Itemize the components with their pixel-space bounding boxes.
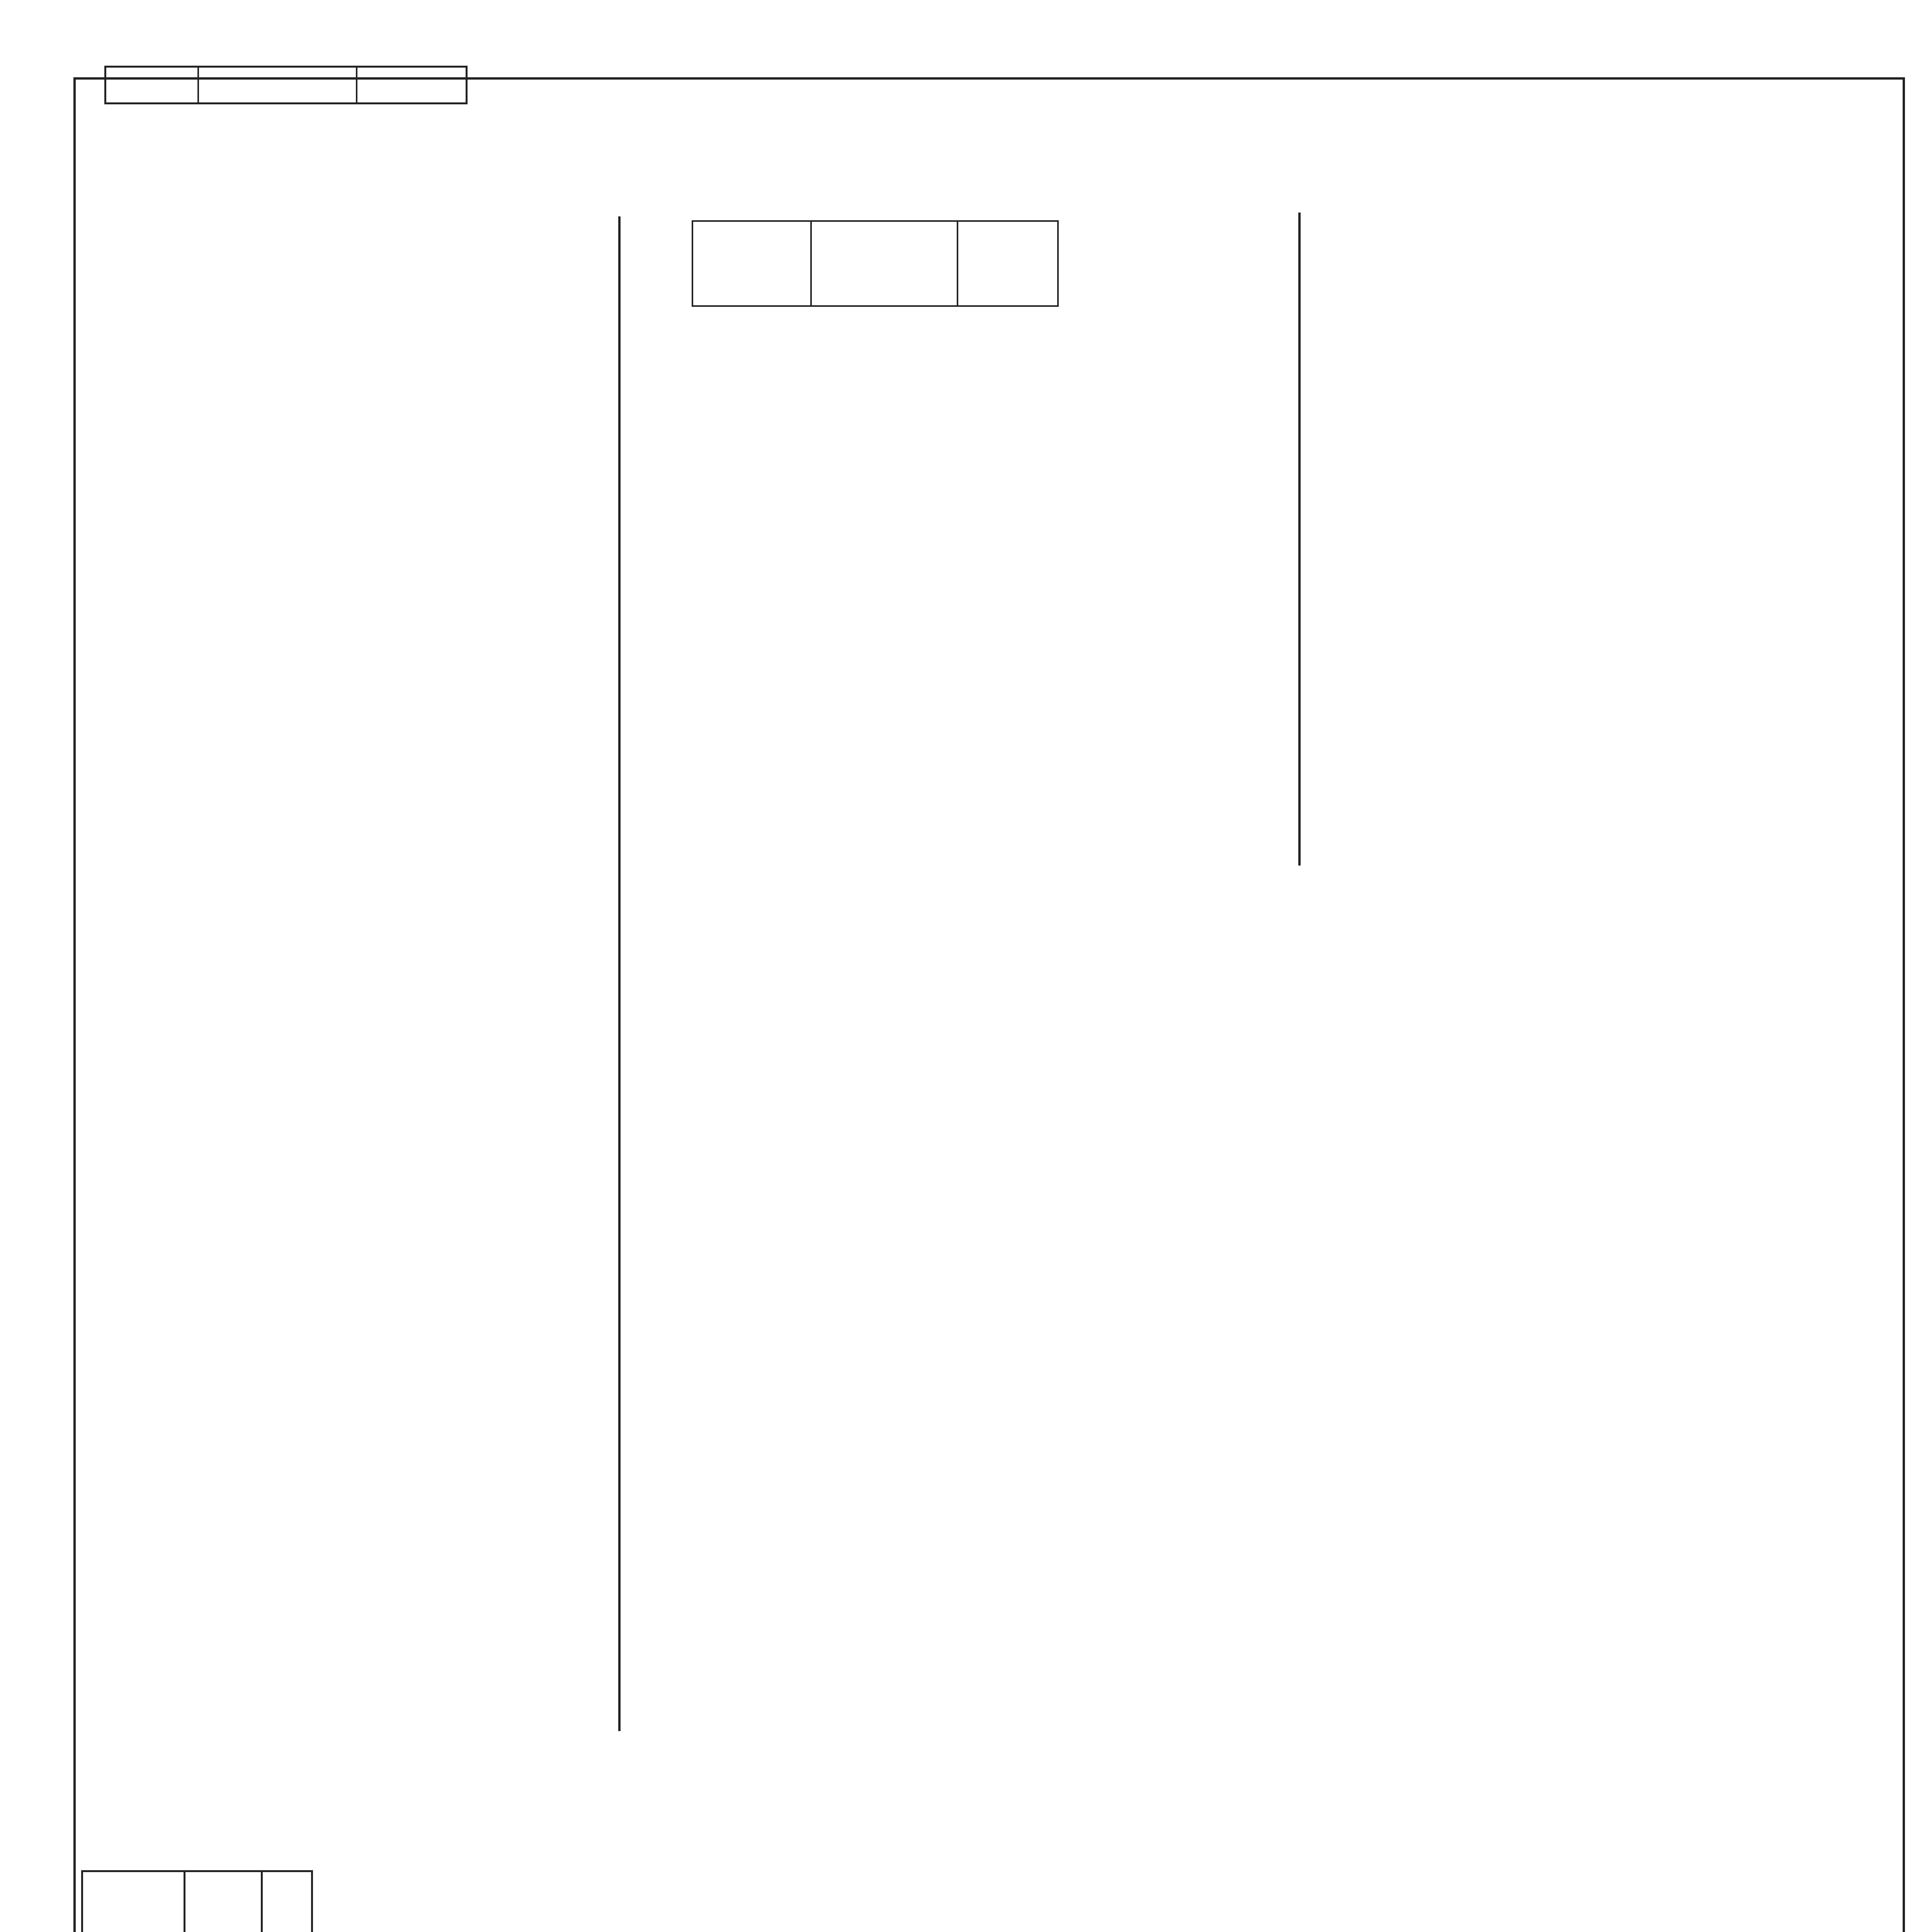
left-header-row	[692, 221, 1058, 306]
stamp-cell-sign	[199, 68, 357, 102]
left-terminal-table	[692, 220, 1059, 307]
title-block	[81, 1870, 313, 1932]
left-header-cell	[811, 221, 957, 306]
right-bus-line	[1298, 213, 1301, 866]
left-header-cell	[957, 221, 1058, 306]
drawing-frame	[73, 77, 1905, 1932]
tb-line-1	[261, 1872, 263, 1932]
top-stamp	[104, 66, 468, 104]
tb-line-2	[184, 1872, 185, 1932]
stamp-cell-ref	[357, 68, 466, 102]
left-header-cell	[692, 221, 811, 306]
stamp-cell-inv	[106, 68, 199, 102]
left-bus-line	[618, 216, 621, 1731]
